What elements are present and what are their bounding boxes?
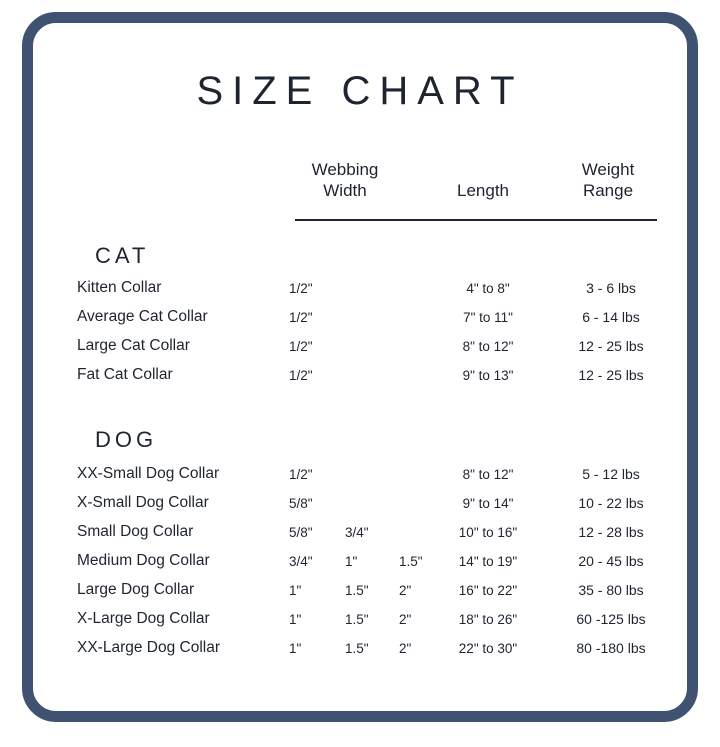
row-length: 4" to 8" <box>466 281 510 296</box>
row-name: Small Dog Collar <box>77 523 194 540</box>
row-length: 14" to 19" <box>458 554 518 569</box>
row-length: 9" to 13" <box>462 368 514 383</box>
column-header-length: Length <box>457 181 509 200</box>
page-title: SIZE CHART <box>196 69 524 113</box>
row-length: 9" to 14" <box>462 496 514 511</box>
row-width-1: 1" <box>289 612 302 627</box>
row-weight: 35 - 80 lbs <box>578 582 644 598</box>
table-row <box>33 610 687 639</box>
table-row <box>33 465 687 494</box>
webbing-width-line1: Webbing <box>311 160 379 179</box>
table-row <box>33 581 687 610</box>
size-chart-card <box>22 12 698 722</box>
table-body-cat <box>33 279 687 395</box>
table-row <box>33 366 687 395</box>
row-width-1: 1" <box>289 641 302 656</box>
row-length: 8" to 12" <box>462 339 514 354</box>
row-width-1: 1/2" <box>289 368 313 383</box>
row-name: Fat Cat Collar <box>77 366 173 383</box>
weight-range-line2: Range <box>582 181 634 200</box>
row-weight: 6 - 14 lbs <box>582 309 640 325</box>
row-width-2: 3/4" <box>345 525 369 540</box>
row-width-2: 1" <box>345 554 358 569</box>
header-divider <box>295 219 657 221</box>
row-width-3: 1.5" <box>399 554 423 569</box>
row-weight: 60 -125 lbs <box>576 611 646 627</box>
row-width-1: 3/4" <box>289 554 313 569</box>
row-width-1: 1/2" <box>289 310 313 325</box>
row-name: X-Large Dog Collar <box>77 610 210 627</box>
row-weight: 3 - 6 lbs <box>586 280 636 296</box>
row-length: 22" to 30" <box>458 641 518 656</box>
table-row <box>33 337 687 366</box>
row-width-1: 1/2" <box>289 281 313 296</box>
column-headers <box>33 159 687 221</box>
table-row <box>33 639 687 668</box>
row-width-2: 1.5" <box>345 641 369 656</box>
table-row <box>33 552 687 581</box>
column-header-weight-range <box>543 159 673 201</box>
row-length: 7" to 11" <box>463 310 513 325</box>
row-length: 8" to 12" <box>462 467 514 482</box>
row-width-1: 5/8" <box>289 496 313 511</box>
webbing-width-line2: Width <box>323 181 367 200</box>
row-name: Medium Dog Collar <box>77 552 210 569</box>
row-name: Average Cat Collar <box>77 308 208 325</box>
row-width-3: 2" <box>399 612 412 627</box>
column-header-webbing-width <box>275 159 415 201</box>
row-width-3: 2" <box>399 641 412 656</box>
row-weight: 80 -180 lbs <box>576 640 646 656</box>
row-width-1: 1/2" <box>289 339 313 354</box>
row-width-2: 1.5" <box>345 583 369 598</box>
row-name: Large Dog Collar <box>77 581 195 598</box>
table-row <box>33 494 687 523</box>
row-length: 10" to 16" <box>458 525 518 540</box>
row-weight: 10 - 22 lbs <box>578 495 644 511</box>
section-title-cat: CAT <box>95 243 150 268</box>
row-weight: 12 - 28 lbs <box>578 524 644 540</box>
row-length: 18" to 26" <box>458 612 518 627</box>
row-width-1: 1/2" <box>289 467 313 482</box>
row-width-1: 1" <box>289 583 302 598</box>
table-body-dog <box>33 465 687 668</box>
row-weight: 12 - 25 lbs <box>578 367 644 383</box>
row-weight: 5 - 12 lbs <box>582 466 640 482</box>
card-inner <box>33 23 687 711</box>
row-name: XX-Large Dog Collar <box>77 639 221 656</box>
table-row <box>33 279 687 308</box>
table-row <box>33 523 687 552</box>
table-row <box>33 308 687 337</box>
row-weight: 20 - 45 lbs <box>578 553 644 569</box>
row-width-2: 1.5" <box>345 612 369 627</box>
row-width-3: 2" <box>399 583 412 598</box>
row-name: Kitten Collar <box>77 279 162 296</box>
weight-range-line1: Weight <box>581 160 635 179</box>
section-title-dog: DOG <box>95 427 158 452</box>
row-name: Large Cat Collar <box>77 337 190 354</box>
row-width-1: 5/8" <box>289 525 313 540</box>
row-name: X-Small Dog Collar <box>77 494 209 511</box>
row-length: 16" to 22" <box>458 583 518 598</box>
row-weight: 12 - 25 lbs <box>578 338 644 354</box>
row-name: XX-Small Dog Collar <box>77 465 220 482</box>
